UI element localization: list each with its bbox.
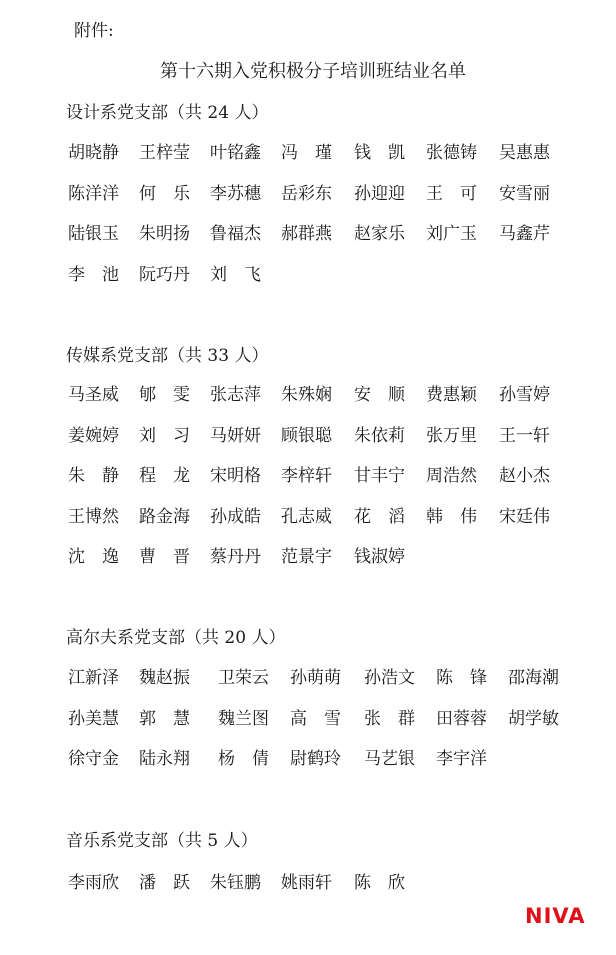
member-name: 路金海 bbox=[139, 507, 190, 527]
member-name: 孙雪婷 bbox=[499, 385, 550, 405]
member-name: 宋廷伟 bbox=[499, 507, 550, 527]
member-name: 高 雪 bbox=[290, 709, 341, 729]
member-name: 李雨欣 bbox=[68, 873, 119, 893]
member-name: 范景宇 bbox=[281, 547, 332, 567]
niva-logo: NIVA bbox=[525, 904, 586, 928]
member-name: 李梓轩 bbox=[281, 466, 332, 486]
member-name: 孙浩文 bbox=[364, 668, 415, 688]
section-heading: 设计系党支部（共 24 人） bbox=[66, 103, 269, 123]
member-name: 魏赵振 bbox=[139, 668, 190, 688]
member-name: 王一轩 bbox=[499, 426, 550, 446]
member-name: 潘 跃 bbox=[139, 873, 190, 893]
member-name: 宋明格 bbox=[210, 466, 261, 486]
member-name: 赵家乐 bbox=[354, 224, 405, 244]
member-name: 钱淑婷 bbox=[354, 547, 405, 567]
member-name: 马艺银 bbox=[364, 749, 415, 769]
document-title: 第十六期入党积极分子培训班结业名单 bbox=[160, 61, 466, 82]
member-name: 张德铸 bbox=[426, 143, 477, 163]
member-name: 邵海潮 bbox=[508, 668, 559, 688]
member-name: 刘 习 bbox=[139, 426, 190, 446]
member-name: 沈 逸 bbox=[68, 547, 119, 567]
member-name: 胡晓静 bbox=[68, 143, 119, 163]
member-name: 姚雨轩 bbox=[281, 873, 332, 893]
member-name: 田蓉蓉 bbox=[436, 709, 487, 729]
member-name: 鲁福杰 bbox=[210, 224, 261, 244]
member-name: 吴惠惠 bbox=[499, 143, 550, 163]
member-name: 李宇洋 bbox=[436, 749, 487, 769]
member-name: 陆永翔 bbox=[139, 749, 190, 769]
member-name: 张 群 bbox=[364, 709, 415, 729]
member-name: 安 顺 bbox=[354, 385, 405, 405]
member-name: 卫荣云 bbox=[218, 668, 269, 688]
member-name: 张万里 bbox=[426, 426, 477, 446]
member-name: 花 滔 bbox=[354, 507, 405, 527]
member-name: 朱依莉 bbox=[354, 426, 405, 446]
member-name: 陈 锋 bbox=[436, 668, 487, 688]
member-name: 郇 雯 bbox=[139, 385, 190, 405]
member-name: 魏兰图 bbox=[218, 709, 269, 729]
member-name: 顾银聪 bbox=[281, 426, 332, 446]
member-name: 王 可 bbox=[426, 184, 477, 204]
member-name: 陈洋洋 bbox=[68, 184, 119, 204]
member-name: 孔志威 bbox=[281, 507, 332, 527]
member-name: 马鑫芹 bbox=[499, 224, 550, 244]
member-name: 曹 晋 bbox=[139, 547, 190, 567]
member-name: 安雪丽 bbox=[499, 184, 550, 204]
member-name: 郝群燕 bbox=[281, 224, 332, 244]
member-name: 朱 静 bbox=[68, 466, 119, 486]
member-name: 程 龙 bbox=[139, 466, 190, 486]
section-heading: 高尔夫系党支部（共 20 人） bbox=[66, 628, 286, 648]
member-name: 杨 倩 bbox=[218, 749, 269, 769]
member-name: 胡学敏 bbox=[508, 709, 559, 729]
section-heading: 传媒系党支部（共 33 人） bbox=[66, 346, 269, 366]
member-name: 江新泽 bbox=[68, 668, 119, 688]
member-name: 李 池 bbox=[68, 265, 119, 285]
member-name: 冯 瑾 bbox=[281, 143, 332, 163]
member-name: 蔡丹丹 bbox=[210, 547, 261, 567]
member-name: 李苏穗 bbox=[210, 184, 261, 204]
section-heading: 音乐系党支部（共 5 人） bbox=[66, 831, 258, 851]
member-name: 张志萍 bbox=[210, 385, 261, 405]
member-name: 尉鹤玲 bbox=[290, 749, 341, 769]
member-name: 王博然 bbox=[68, 507, 119, 527]
member-name: 朱钰鹏 bbox=[210, 873, 261, 893]
member-name: 甘丰宁 bbox=[354, 466, 405, 486]
member-name: 韩 伟 bbox=[426, 507, 477, 527]
member-name: 周浩然 bbox=[426, 466, 477, 486]
member-name: 岳彩东 bbox=[281, 184, 332, 204]
member-name: 朱明扬 bbox=[139, 224, 190, 244]
member-name: 阮巧丹 bbox=[139, 265, 190, 285]
member-name: 赵小杰 bbox=[499, 466, 550, 486]
member-name: 陆银玉 bbox=[68, 224, 119, 244]
member-name: 陈 欣 bbox=[354, 873, 405, 893]
attachment-label: 附件: bbox=[74, 21, 114, 41]
member-name: 刘 飞 bbox=[210, 265, 261, 285]
member-name: 孙美慧 bbox=[68, 709, 119, 729]
member-name: 叶铭鑫 bbox=[210, 143, 261, 163]
member-name: 刘广玉 bbox=[426, 224, 477, 244]
member-name: 费惠颖 bbox=[426, 385, 477, 405]
member-name: 王梓莹 bbox=[139, 143, 190, 163]
member-name: 孙迎迎 bbox=[354, 184, 405, 204]
member-name: 徐守金 bbox=[68, 749, 119, 769]
member-name: 姜婉婷 bbox=[68, 426, 119, 446]
member-name: 马圣威 bbox=[68, 385, 119, 405]
member-name: 郭 慧 bbox=[139, 709, 190, 729]
member-name: 马妍妍 bbox=[210, 426, 261, 446]
member-name: 朱殊娴 bbox=[281, 385, 332, 405]
member-name: 孙萌萌 bbox=[290, 668, 341, 688]
member-name: 何 乐 bbox=[139, 184, 190, 204]
member-name: 钱 凯 bbox=[354, 143, 405, 163]
member-name: 孙成皓 bbox=[210, 507, 261, 527]
